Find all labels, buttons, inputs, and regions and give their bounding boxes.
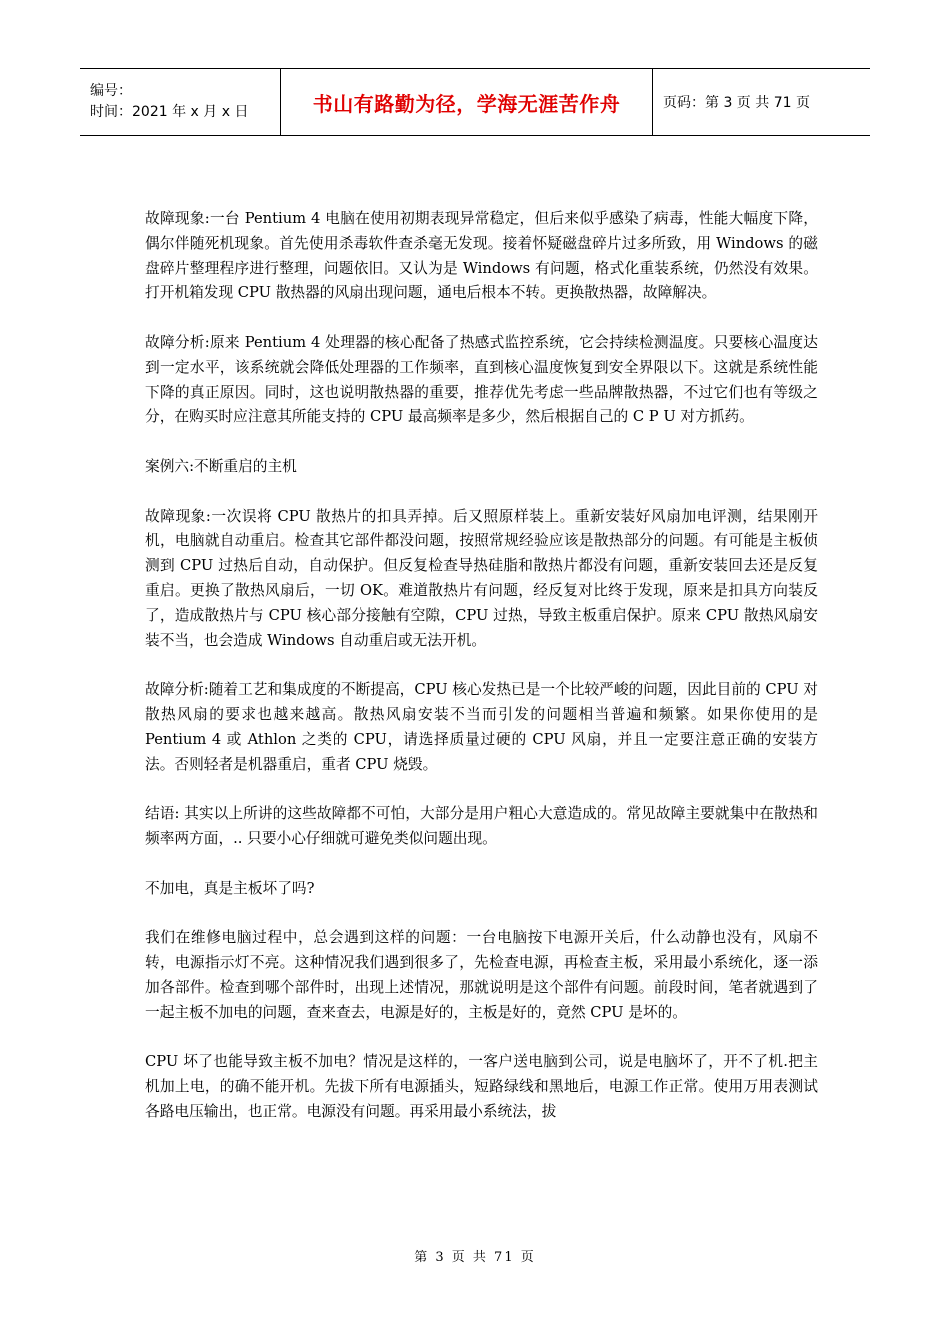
paragraph-fault-analysis-1: 故障分析:原来 Pentium 4 处理器的核心配备了热感式监控系统，它会持续检测温度。只要核心温度达到一定水平，该系统就会降低处理器的工作频率，直到核心温度恢复到安全界限以下。这就是系统性能下降的真正原因。同时，这也说明散热器的重要，推荐优先考虑一些品牌散热器，不过它们也有等级之分，在购买时应注意其所能支持的 CPU 最高频率是多少，然后根据自己的 C P U 对方抓药。 bbox=[145, 333, 818, 426]
header-motto: 书山有路勤为径，学海无涯苦作舟 bbox=[312, 91, 621, 116]
footer-page-number: 第 3 页 共 71 页 bbox=[414, 1250, 536, 1265]
page-header bbox=[80, 68, 870, 136]
header-motto-cell bbox=[281, 69, 653, 135]
document-date: 时间：2021 年 x 月 x 日 bbox=[90, 104, 249, 120]
paragraph-fault-symptom-2: 故障现象:一次误将 CPU 散热片的扣具弄掉。后又照原样装上。重新安装好风扇加电评测，结果刚开机，电脑就自动重启。检查其它部件都没问题，按照常规经验应该是散热部分的问题。有可能是主板侦测到 CPU 过热后自动，自动保护。但反复检查导热硅脂和散热片都没有问题，重新安装回去还是反复重启。更换了散热风扇后，一切 OK。难道散热片有问题，经反复对比终于发现，原来是扣具方向装反了，造成散热片与 CPU 核心部分接触有空隙，CPU 过热，导致主板重启保护。原来 CPU 散热风扇安装不当，也会造成 Windows 自动重启或无法开机。 bbox=[145, 507, 818, 649]
section-heading-no-power: 不加电，真是主板坏了吗? bbox=[145, 879, 315, 897]
paragraph-repair-intro: 我们在维修电脑过程中，总会遇到这样的问题：一台电脑按下电源开关后，什么动静也没有，风扇不转，电源指示灯不亮。这种情况我们遇到很多了，先检查电源，再检查主板，采用最小系统化，逐一添加各部件。检查到哪个部件时，出现上述情况，那就说明是这个部件有问题。前段时间，笔者就遇到了一起主板不加电的问题，查来查去，电源是好的，主板是好的，竟然 CPU 是坏的。 bbox=[145, 929, 818, 1021]
page-footer bbox=[0, 1246, 950, 1265]
paragraph-fault-analysis-2: 故障分析:随着工艺和集成度的不断提高，CPU 核心发热已是一个比较严峻的问题，因此目前的 CPU 对散热风扇的要求也越来越高。散热风扇安装不当而引发的问题相当普遍和频繁。如果你使用的是 Pentium 4 或 Athlon 之类的 CPU，请选择质量过硬的 CPU 风扇，并且一定要注意正确的安装方法。否则轻者是机器重启，重者 CPU 烧毁。 bbox=[145, 681, 818, 773]
paragraph-conclusion: 结语: 其实以上所讲的这些故障都不可怕，大部分是用户粗心大意造成的。常见故障主要就集中在散热和频率两方面，.. 只要小心仔细就可避免类似问题出现。 bbox=[145, 805, 818, 847]
case-six-heading: 案例六:不断重启的主机 bbox=[145, 457, 297, 475]
header-page-info-cell bbox=[653, 69, 870, 135]
paragraph-cpu-case: CPU 坏了也能导致主板不加电？情况是这样的，一客户送电脑到公司，说是电脑坏了，开不了机.把主机加上电，的确不能开机。先拔下所有电源插头，短路绿线和黑地后，电源工作正常。使用万用表测试各路电压输出，也正常。电源没有问题。再采用最小系统法，拔 bbox=[145, 1053, 818, 1120]
document-body bbox=[145, 207, 818, 1149]
paragraph-fault-symptom-1: 故障现象:一台 Pentium 4 电脑在使用初期表现异常稳定，但后来似乎感染了病毒，性能大幅度下降，偶尔伴随死机现象。首先使用杀毒软件查杀毫无发现。接着怀疑磁盘碎片过多所致，用 Windows 的磁盘碎片整理程序进行整理，问题依旧。又认为是 Windows 有问题，格式化重装系统，仍然没有效果。打开机箱发现 CPU 散热器的风扇出现问题，通电后根本不转。更换散热器，故障解决。 bbox=[145, 210, 818, 302]
header-page-info: 页码：第 3 页 共 71 页 bbox=[663, 95, 810, 111]
document-number-label: 编号： bbox=[90, 83, 132, 99]
header-meta bbox=[80, 69, 281, 135]
